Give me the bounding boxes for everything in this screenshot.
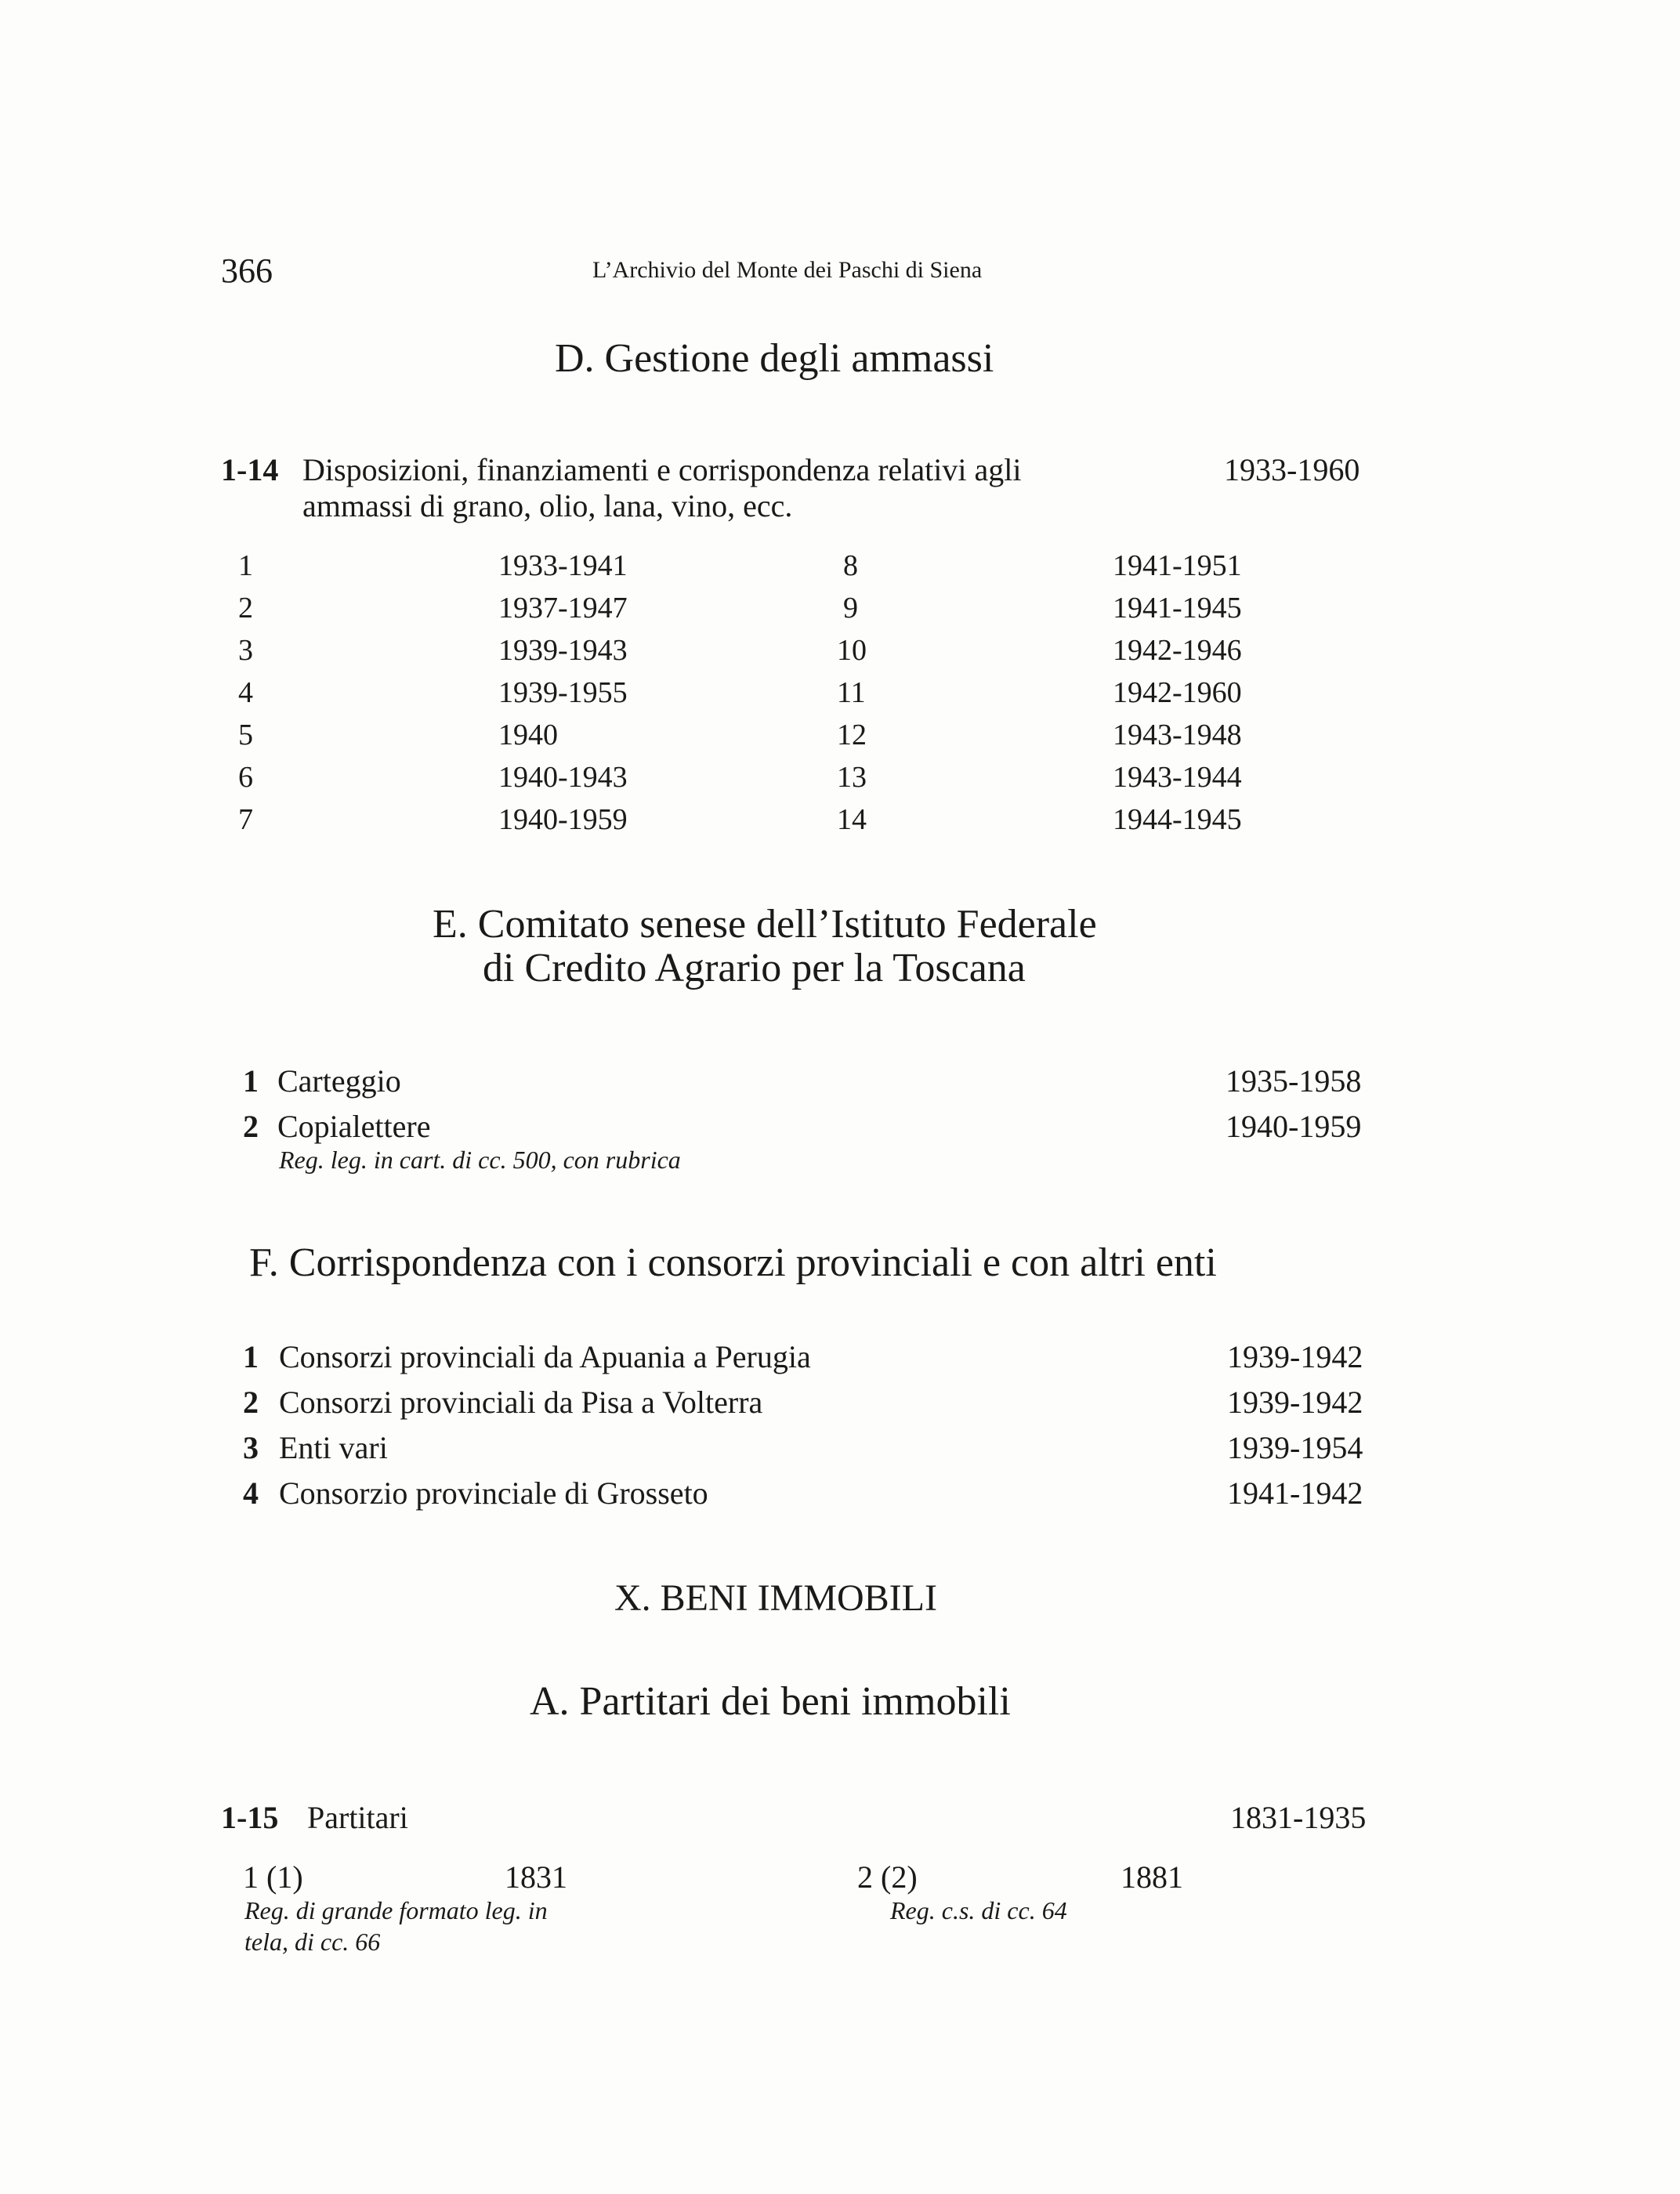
- entry-number: 2: [243, 1109, 259, 1144]
- unit-date: 1939-1955: [498, 676, 628, 709]
- section-a-title: A. Partitari dei beni immobili: [530, 1679, 1011, 1724]
- entry-dates: 1941-1942: [1227, 1475, 1363, 1511]
- unit-date: 1942-1946: [1113, 634, 1242, 667]
- unit-date: 1940-1943: [498, 761, 628, 794]
- entry-number: 1-14: [221, 452, 279, 487]
- entry-number: 2: [243, 1385, 259, 1420]
- unit-date: 1937-1947: [498, 592, 628, 625]
- entry-label: Enti vari: [279, 1430, 388, 1465]
- unit-number: 12: [837, 719, 867, 751]
- unit-number: 7: [238, 803, 253, 836]
- unit-date: 1881: [1121, 1859, 1183, 1895]
- unit-number: 9: [843, 592, 858, 625]
- page-number: 366: [221, 252, 273, 290]
- entry-number: 4: [243, 1475, 259, 1511]
- section-e-title-line2: di Credito Agrario per la Toscana: [483, 946, 1026, 990]
- entry-dates: 1935-1958: [1226, 1063, 1362, 1099]
- entry-label: Partitari: [307, 1800, 408, 1835]
- unit-number: 8: [843, 549, 858, 582]
- entry-number: 1-15: [221, 1800, 279, 1835]
- section-d-title: D. Gestione degli ammassi: [555, 336, 994, 381]
- unit-date: 1944-1945: [1113, 803, 1242, 836]
- section-x-title: X. BENI IMMOBILI: [614, 1577, 937, 1619]
- entry-dates: 1831-1935: [1230, 1800, 1367, 1835]
- entry-number: 1: [243, 1339, 259, 1374]
- entry-number: 1: [243, 1063, 259, 1099]
- unit-number: 5: [238, 719, 253, 751]
- unit-number: 3: [238, 634, 253, 667]
- unit-number: 4: [238, 676, 253, 709]
- unit-date: 1943-1944: [1113, 761, 1242, 794]
- entry-label: Consorzi provinciali da Pisa a Volterra: [279, 1385, 763, 1420]
- unit-number: 13: [837, 761, 867, 794]
- unit-date: 1941-1951: [1113, 549, 1242, 582]
- section-e-title: E. Comitato senese dell’Istituto Federale: [433, 902, 1097, 947]
- entry-label: Consorzio provinciale di Grosseto: [279, 1475, 708, 1511]
- unit-note: Reg. di grande formato leg. in: [244, 1896, 548, 1924]
- section-f-title: F. Corrispondenza con i consorzi provinciali e con altri enti: [249, 1240, 1217, 1285]
- entry-label: Copialettere: [277, 1109, 431, 1144]
- entry-number: 3: [243, 1430, 259, 1465]
- unit-number: 6: [238, 761, 253, 794]
- unit-number: 1 (1): [243, 1859, 303, 1895]
- entry-description: Disposizioni, finanziamenti e corrispondenza relativi agli: [302, 452, 1022, 487]
- unit-date: 1940-1959: [498, 803, 628, 836]
- unit-date: 1939-1943: [498, 634, 628, 667]
- entry-dates: 1939-1954: [1227, 1430, 1363, 1465]
- entry-label: Consorzi provinciali da Apuania a Perugia: [279, 1339, 811, 1374]
- unit-date: 1942-1960: [1113, 676, 1242, 709]
- unit-note: Reg. c.s. di cc. 64: [890, 1896, 1067, 1924]
- unit-number: 10: [837, 634, 867, 667]
- entry-dates: 1940-1959: [1226, 1109, 1362, 1144]
- running-title: L’Archivio del Monte dei Paschi di Siena: [592, 257, 983, 283]
- unit-number: 2: [238, 592, 253, 625]
- entry-dates: 1939-1942: [1227, 1385, 1363, 1420]
- unit-number: 2 (2): [857, 1859, 918, 1895]
- unit-date: 1933-1941: [498, 549, 628, 582]
- entry-dates: 1939-1942: [1227, 1339, 1363, 1374]
- unit-note: tela, di cc. 66: [244, 1928, 381, 1956]
- entry-dates: 1933-1960: [1224, 452, 1360, 487]
- entry-description: ammassi di grano, olio, lana, vino, ecc.: [302, 488, 793, 523]
- unit-number: 11: [837, 676, 866, 709]
- unit-date: 1941-1945: [1113, 592, 1242, 625]
- unit-number: 14: [837, 803, 867, 836]
- unit-number: 1: [238, 549, 253, 582]
- unit-date: 1831: [505, 1859, 567, 1895]
- unit-date: 1940: [498, 719, 558, 751]
- entry-label: Carteggio: [277, 1063, 401, 1099]
- unit-date: 1943-1948: [1113, 719, 1242, 751]
- entry-note: Reg. leg. in cart. di cc. 500, con rubrica: [279, 1146, 681, 1174]
